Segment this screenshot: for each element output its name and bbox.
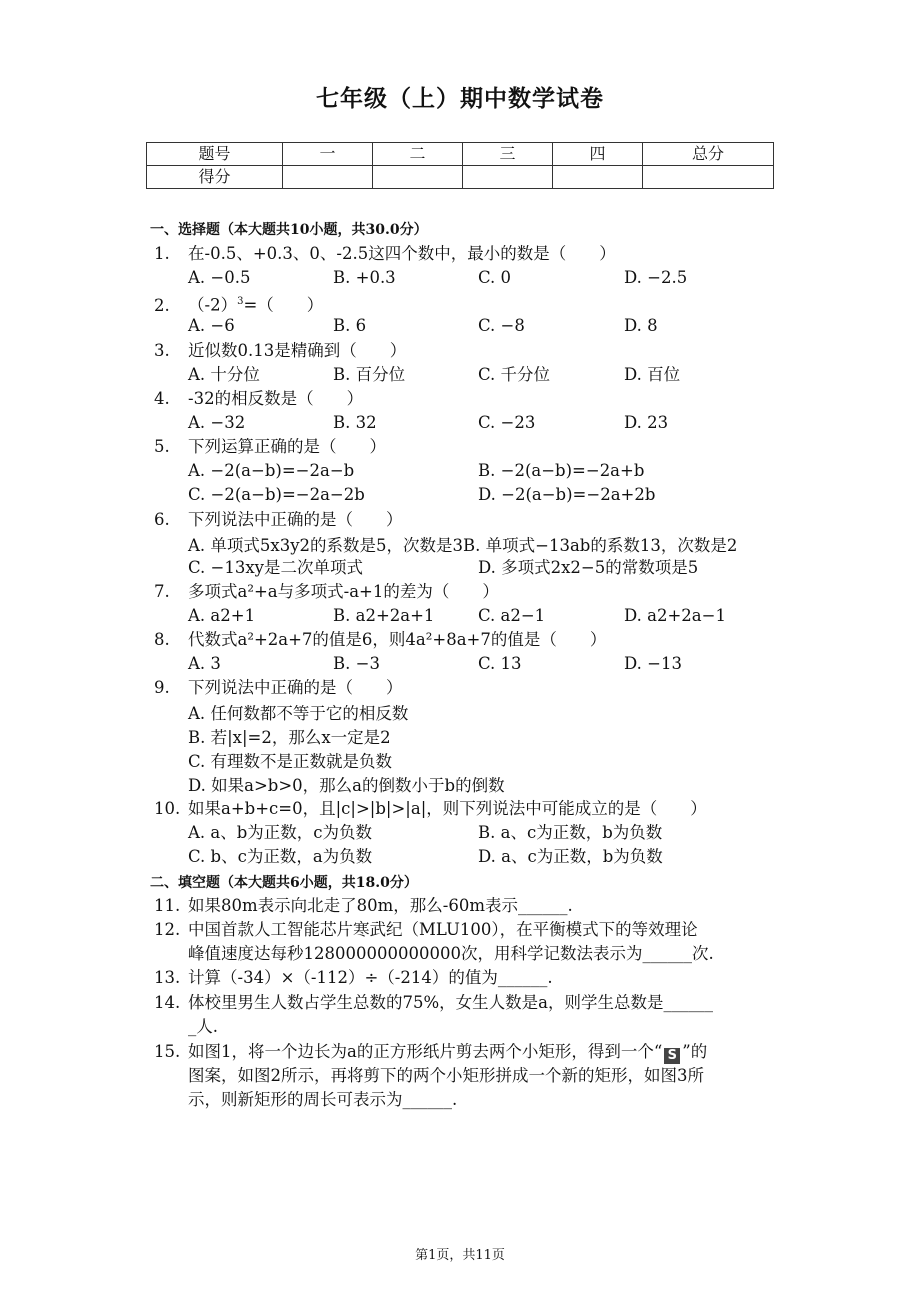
s-shape-icon: S: [664, 1048, 680, 1064]
option-d: D. 23: [624, 413, 669, 432]
question-number: 14.: [154, 993, 181, 1012]
question-15-cont: 图案，如图2所示，再将剪下的两个小矩形拼成一个新的矩形，如图3所: [188, 1066, 704, 1085]
page-footer: 第1页，共11页: [415, 1248, 505, 1263]
section-heading-fill: 二、填空题（本大题共6小题，共18.0分）: [150, 875, 418, 891]
question-5: [154, 435, 386, 459]
question-13: [154, 966, 553, 990]
question-stem: 下列说法中正确的是（ ）: [188, 678, 403, 697]
score-blank: [373, 166, 463, 189]
option-a: A. 任何数都不等于它的相反数: [188, 704, 409, 723]
question-stem-end: =（ ）: [243, 295, 324, 315]
question-number: 12.: [154, 920, 181, 939]
option-a: A. a2+1: [188, 606, 256, 625]
question-stem: （-2）: [188, 295, 238, 315]
question-stem-end: ”的: [682, 1042, 708, 1061]
option-d: D. −13: [624, 654, 682, 673]
question-8: [154, 628, 606, 652]
question-number: 6.: [154, 510, 170, 529]
option-c: C. −2(a−b)=−2a−2b: [188, 485, 365, 504]
question-14: [154, 991, 713, 1015]
question-stem: -32的相反数是（ ）: [188, 389, 364, 408]
score-cell: 得分: [147, 166, 283, 189]
question-stem: 如果a+b+c=0，且|c|>|b|>|a|，则下列说法中可能成立的是（ ）: [188, 799, 707, 818]
options-6-ab: A. 单项式5x3y2的系数是5，次数是3B. 单项式−13ab的系数13，次数是2: [188, 536, 738, 555]
question-stem: 在-0.5、+0.3、0、-2.5这四个数中，最小的数是（ ）: [188, 244, 616, 263]
question-stem: 近似数0.13是精确到（ ）: [188, 341, 407, 360]
option-c: C. −23: [478, 413, 536, 432]
option-c: C. 0: [478, 268, 512, 287]
option-d: D. 如果a>b>0，那么a的倒数小于b的倒数: [188, 776, 505, 795]
question-12-cont: 峰值速度达每秒128000000000000次，用科学记数法表示为______次.: [188, 944, 714, 963]
score-table: [146, 142, 774, 189]
option-b: B. a、c为正数，b为负数: [478, 823, 663, 842]
option-d: D. a、c为正数，b为负数: [478, 847, 663, 866]
option-c: C. 13: [478, 654, 522, 673]
question-number: 4.: [154, 389, 170, 408]
question-15-cont2: 示，则新矩形的周长可表示为______.: [188, 1090, 458, 1109]
option-c: C. −8: [478, 316, 525, 335]
option-b: B. 6: [333, 316, 367, 335]
question-stem: 下列说法中正确的是（ ）: [188, 510, 403, 529]
section-heading-choice: 一、选择题（本大题共10小题，共30.0分）: [150, 222, 428, 238]
option-b: B. −2(a−b)=−2a+b: [478, 461, 645, 480]
question-6: [154, 508, 403, 532]
score-cell: 四: [553, 143, 643, 166]
option-a: A. −6: [188, 316, 235, 335]
question-15: [154, 1040, 707, 1064]
question-stem: 多项式a²+a与多项式-a+1的差为（ ）: [188, 582, 499, 601]
question-stem: 代数式a²+2a+7的值是6，则4a²+8a+7的值是（ ）: [188, 630, 607, 649]
score-cell: 三: [463, 143, 553, 166]
score-blank: [553, 166, 643, 189]
question-10: [154, 797, 707, 821]
question-1: [154, 242, 616, 266]
score-blank: [643, 166, 774, 189]
score-cell: 题号: [147, 143, 283, 166]
option-d: D. a2+2a−1: [624, 606, 726, 625]
question-12: [154, 918, 698, 942]
option-a: A. a、b为正数，c为负数: [188, 823, 373, 842]
option-b: B. 32: [333, 413, 377, 432]
option-d: D. 多项式2x2−5的常数项是5: [478, 558, 699, 577]
option-b: B. a2+2a+1: [333, 606, 435, 625]
score-cell: 总分: [643, 143, 774, 166]
option-a: A. −2(a−b)=−2a−b: [188, 461, 355, 480]
score-cell: 二: [373, 143, 463, 166]
option-a: A. 十分位: [188, 365, 260, 384]
question-4: [154, 387, 363, 411]
option-d: D. 百位: [624, 365, 681, 384]
option-a: A. 3: [188, 654, 221, 673]
question-number: 5.: [154, 437, 170, 456]
option-c: C. −13xy是二次单项式: [188, 558, 363, 577]
score-header-row: [147, 143, 774, 166]
question-number: 3.: [154, 341, 170, 360]
score-cell: 一: [283, 143, 373, 166]
option-c: C. b、c为正数，a为负数: [188, 847, 373, 866]
question-number: 9.: [154, 678, 170, 697]
option-c: C. 有理数不是正数就是负数: [188, 752, 393, 771]
question-14-cont: _人.: [188, 1017, 218, 1036]
question-stem: 中国首款人工智能芯片寒武纪（MLU100），在平衡模式下的等效理论: [188, 920, 698, 939]
exponent: 3: [237, 296, 244, 307]
question-9: [154, 676, 403, 700]
option-b: B. +0.3: [333, 268, 396, 287]
question-number: 7.: [154, 582, 170, 601]
option-c: C. a2−1: [478, 606, 546, 625]
question-stem: 计算（-34）×（-112）÷（-214）的值为______.: [188, 968, 553, 987]
question-3: [154, 339, 406, 363]
question-stem: 下列运算正确的是（ ）: [188, 437, 386, 456]
question-number: 11.: [154, 896, 181, 915]
question-7: [154, 580, 499, 604]
score-blank: [463, 166, 553, 189]
option-c: C. 千分位: [478, 365, 551, 384]
exam-title: 七年级（上）期中数学试卷: [316, 85, 604, 112]
question-stem: 体校里男生人数占学生总数的75%，女生人数是a，则学生总数是______: [188, 993, 714, 1012]
question-2: [154, 290, 323, 318]
question-number: 8.: [154, 630, 170, 649]
option-b: B. 若|x|=2，那么x一定是2: [188, 728, 391, 747]
option-b: B. 百分位: [333, 365, 406, 384]
question-number: 1.: [154, 244, 170, 263]
option-d: D. −2(a−b)=−2a+2b: [478, 485, 656, 504]
option-a: A. −0.5: [188, 268, 251, 287]
question-number: 13.: [154, 968, 181, 987]
question-number: 15.: [154, 1042, 181, 1061]
score-blank: [283, 166, 373, 189]
question-11: [154, 894, 573, 918]
option-a: A. −32: [188, 413, 246, 432]
option-d: D. 8: [624, 316, 658, 335]
question-stem: 如图1，将一个边长为a的正方形纸片剪去两个小矩形，得到一个“: [188, 1042, 663, 1061]
question-number: 2.: [154, 295, 170, 315]
question-number: 10.: [154, 799, 181, 818]
option-b: B. −3: [333, 654, 380, 673]
question-stem: 如果80m表示向北走了80m，那么-60m表示______.: [188, 896, 573, 915]
option-d: D. −2.5: [624, 268, 688, 287]
score-value-row: [147, 166, 774, 189]
